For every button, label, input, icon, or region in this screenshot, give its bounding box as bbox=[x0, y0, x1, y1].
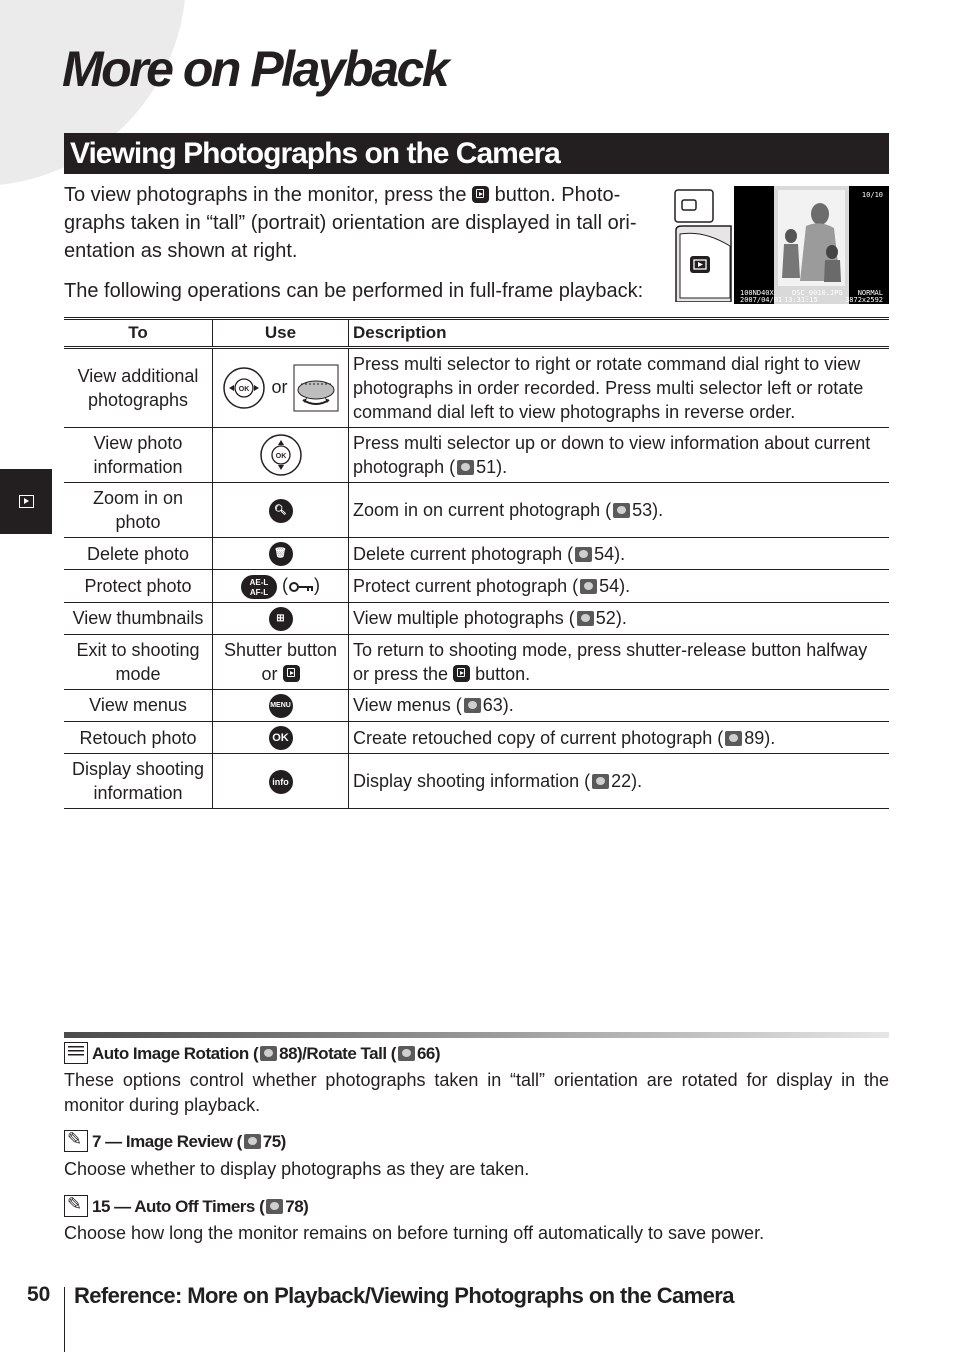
row-description bbox=[349, 689, 890, 721]
reference-icon bbox=[725, 731, 742, 746]
description-text: To return to shooting mode, press shutter-release button halfway or press the bbox=[353, 639, 868, 684]
reference-icon bbox=[244, 1134, 261, 1149]
row-control bbox=[213, 689, 349, 721]
note-heading-text: 7 — Image Review ( bbox=[92, 1132, 242, 1151]
key-icon bbox=[288, 581, 314, 593]
row-action: Display shooting information bbox=[64, 754, 213, 809]
portrait-photo bbox=[734, 186, 889, 304]
row-control bbox=[213, 348, 349, 428]
paren-close: ) bbox=[314, 575, 320, 596]
table-row bbox=[64, 428, 889, 483]
page-number: 50 bbox=[27, 1283, 51, 1306]
menu-button-icon: MENU bbox=[269, 694, 293, 718]
row-description bbox=[349, 570, 890, 602]
camera-back-illustration bbox=[674, 186, 732, 302]
ok-button-icon: OK bbox=[269, 726, 293, 750]
osd-image-size: 3872x2592 bbox=[845, 296, 883, 304]
reference-icon bbox=[575, 547, 592, 562]
row-action: Retouch photo bbox=[64, 722, 213, 754]
row-control bbox=[213, 570, 349, 602]
page-reference: 52). bbox=[595, 608, 627, 629]
table-row bbox=[64, 483, 889, 538]
pencil-icon bbox=[64, 1130, 88, 1152]
header-use: Use bbox=[213, 319, 349, 348]
osd-file: DSC_0010.JPG bbox=[792, 289, 843, 297]
row-action: View photo information bbox=[64, 428, 213, 483]
intro-paragraph bbox=[64, 181, 664, 265]
monitor-playback-image bbox=[734, 186, 889, 304]
row-control bbox=[213, 634, 349, 689]
info-button-icon: info bbox=[269, 770, 293, 794]
playback-button-icon bbox=[472, 186, 489, 203]
row-description bbox=[349, 602, 890, 634]
frame-counter: 10/10 bbox=[861, 191, 883, 199]
reference-icon bbox=[592, 774, 609, 789]
table-row bbox=[64, 754, 889, 809]
row-action: Protect photo bbox=[64, 570, 213, 602]
row-description bbox=[349, 428, 890, 483]
reference-icon bbox=[260, 1046, 277, 1061]
table-row bbox=[64, 689, 889, 721]
row-action: Delete photo bbox=[64, 538, 213, 570]
description-text: Zoom in on current photograph ( bbox=[353, 500, 612, 520]
zoom-in-icon: 🔍︎ bbox=[269, 499, 293, 523]
command-dial-icon bbox=[293, 364, 339, 412]
chapter-title: More on Playback bbox=[62, 41, 448, 97]
playback-icon bbox=[19, 495, 34, 508]
row-action: View additional photographs bbox=[64, 348, 213, 428]
note-body: These options control whether photographs taken in “tall” orientation are rotated for display in the monitor during playback. bbox=[64, 1070, 889, 1115]
page-reference: 89). bbox=[744, 727, 776, 748]
row-control bbox=[213, 538, 349, 570]
description-text: Press multi selector up or down to view information about current photograph ( bbox=[353, 433, 871, 477]
page-reference: 54). bbox=[594, 543, 626, 564]
playback-chapter-tab bbox=[0, 469, 52, 534]
svg-text:OK: OK bbox=[239, 386, 250, 393]
row-action: View thumbnails bbox=[64, 602, 213, 634]
row-action: Exit to shooting mode bbox=[64, 634, 213, 689]
description-text: Protect current photograph ( bbox=[353, 575, 579, 596]
footer-divider bbox=[64, 1287, 65, 1352]
description-text: Create retouched copy of current photograph ( bbox=[353, 727, 724, 748]
trash-icon: 🗑︎ bbox=[269, 542, 293, 566]
page-reference: 51). bbox=[476, 457, 508, 477]
reference-icon bbox=[457, 460, 474, 475]
intro-text-2: button. Photo-graphs taken in “tall” (portrait) orientation are displayed in tall ori-entation as shown at right. bbox=[64, 184, 637, 262]
intro-paragraph-2: The following operations can be performed in full-frame playback: bbox=[64, 280, 644, 302]
header-to: To bbox=[64, 319, 213, 348]
row-control bbox=[213, 602, 349, 634]
row-control bbox=[213, 428, 349, 483]
note-heading-text: 78) bbox=[285, 1197, 309, 1216]
row-action: Zoom in on photo bbox=[64, 483, 213, 538]
multi-selector-up-down-icon bbox=[259, 433, 303, 477]
page-reference: 63). bbox=[482, 695, 514, 716]
playback-button-icon bbox=[453, 665, 470, 682]
playback-button-icon bbox=[283, 665, 300, 682]
table-row bbox=[64, 570, 889, 602]
description-text-end: button. bbox=[475, 663, 531, 684]
row-description bbox=[349, 754, 890, 809]
thumbnail-icon: ⊞ bbox=[269, 607, 293, 631]
intro-text-1: To view photographs in the monitor, press the bbox=[64, 184, 467, 206]
control-text: Shutter button or bbox=[223, 639, 338, 684]
row-description bbox=[349, 538, 890, 570]
menu-icon bbox=[64, 1042, 88, 1064]
table-row bbox=[64, 348, 889, 428]
row-description: Press multi selector to right or rotate command dial right to view photographs in order recorded. Press multi selector left or rotate command dial left to view photographs in reverse order. bbox=[349, 348, 890, 428]
ae-l-af-l-icon bbox=[241, 575, 277, 599]
svg-text:AE-L: AE-L bbox=[249, 577, 269, 587]
note-heading-text: 15 — Auto Off Timers ( bbox=[92, 1197, 265, 1216]
table-row bbox=[64, 634, 889, 689]
note-heading-text: 75) bbox=[262, 1132, 286, 1151]
row-description bbox=[349, 483, 890, 538]
row-control bbox=[213, 483, 349, 538]
svg-text:OK: OK bbox=[275, 453, 286, 460]
reference-icon bbox=[580, 579, 597, 594]
note-heading-auto-off-timers bbox=[64, 1195, 308, 1217]
note-body: Choose whether to display photographs as they are taken. bbox=[64, 1159, 530, 1179]
row-control bbox=[213, 722, 349, 754]
reference-icon bbox=[613, 503, 630, 518]
playback-operations-table bbox=[64, 317, 889, 809]
row-description bbox=[349, 634, 890, 689]
osd-date: 2007/04/01 bbox=[740, 296, 783, 304]
osd-time: 13:31:15 bbox=[784, 296, 818, 304]
row-action: View menus bbox=[64, 689, 213, 721]
osd-folder: 100ND40X bbox=[740, 289, 774, 297]
notes-divider bbox=[64, 1032, 889, 1038]
page-reference: 22). bbox=[611, 771, 643, 792]
note-heading-text: 66) bbox=[416, 1044, 441, 1063]
description-text: Display shooting information ( bbox=[353, 771, 591, 792]
pencil-icon bbox=[64, 1195, 88, 1217]
note-body: Choose how long the monitor remains on before turning off automatically to save power. bbox=[64, 1223, 765, 1243]
table-header-row bbox=[64, 319, 889, 348]
running-footer-title: Reference: More on Playback/Viewing Photographs on the Camera bbox=[74, 1283, 734, 1308]
reference-icon bbox=[266, 1199, 283, 1214]
table-row bbox=[64, 538, 889, 570]
page-reference: 53). bbox=[632, 500, 664, 520]
multi-selector-icon bbox=[222, 366, 266, 410]
reference-icon bbox=[577, 611, 594, 626]
description-text: View multiple photographs ( bbox=[353, 608, 575, 629]
svg-text:AF-L: AF-L bbox=[249, 587, 269, 597]
reference-icon bbox=[398, 1046, 415, 1061]
section-header bbox=[64, 133, 889, 174]
note-heading-auto-rotation bbox=[64, 1042, 440, 1064]
or-label: or bbox=[271, 376, 288, 397]
note-heading-text: Auto Image Rotation ( bbox=[92, 1044, 259, 1063]
note-heading-image-review bbox=[64, 1130, 286, 1152]
table-row bbox=[64, 602, 889, 634]
note-heading-text: 88)/Rotate Tall ( bbox=[279, 1044, 396, 1063]
description-text: View menus ( bbox=[353, 695, 462, 716]
paren-open: ( bbox=[282, 575, 288, 596]
row-control bbox=[213, 754, 349, 809]
osd-quality: NORMAL bbox=[857, 289, 883, 297]
description-text: Delete current photograph ( bbox=[353, 543, 574, 564]
row-description bbox=[349, 722, 890, 754]
table-row bbox=[64, 722, 889, 754]
header-description: Description bbox=[349, 319, 890, 348]
reference-icon bbox=[464, 698, 481, 713]
section-title: Viewing Photographs on the Camera bbox=[70, 137, 560, 170]
page-reference: 54). bbox=[599, 575, 631, 596]
